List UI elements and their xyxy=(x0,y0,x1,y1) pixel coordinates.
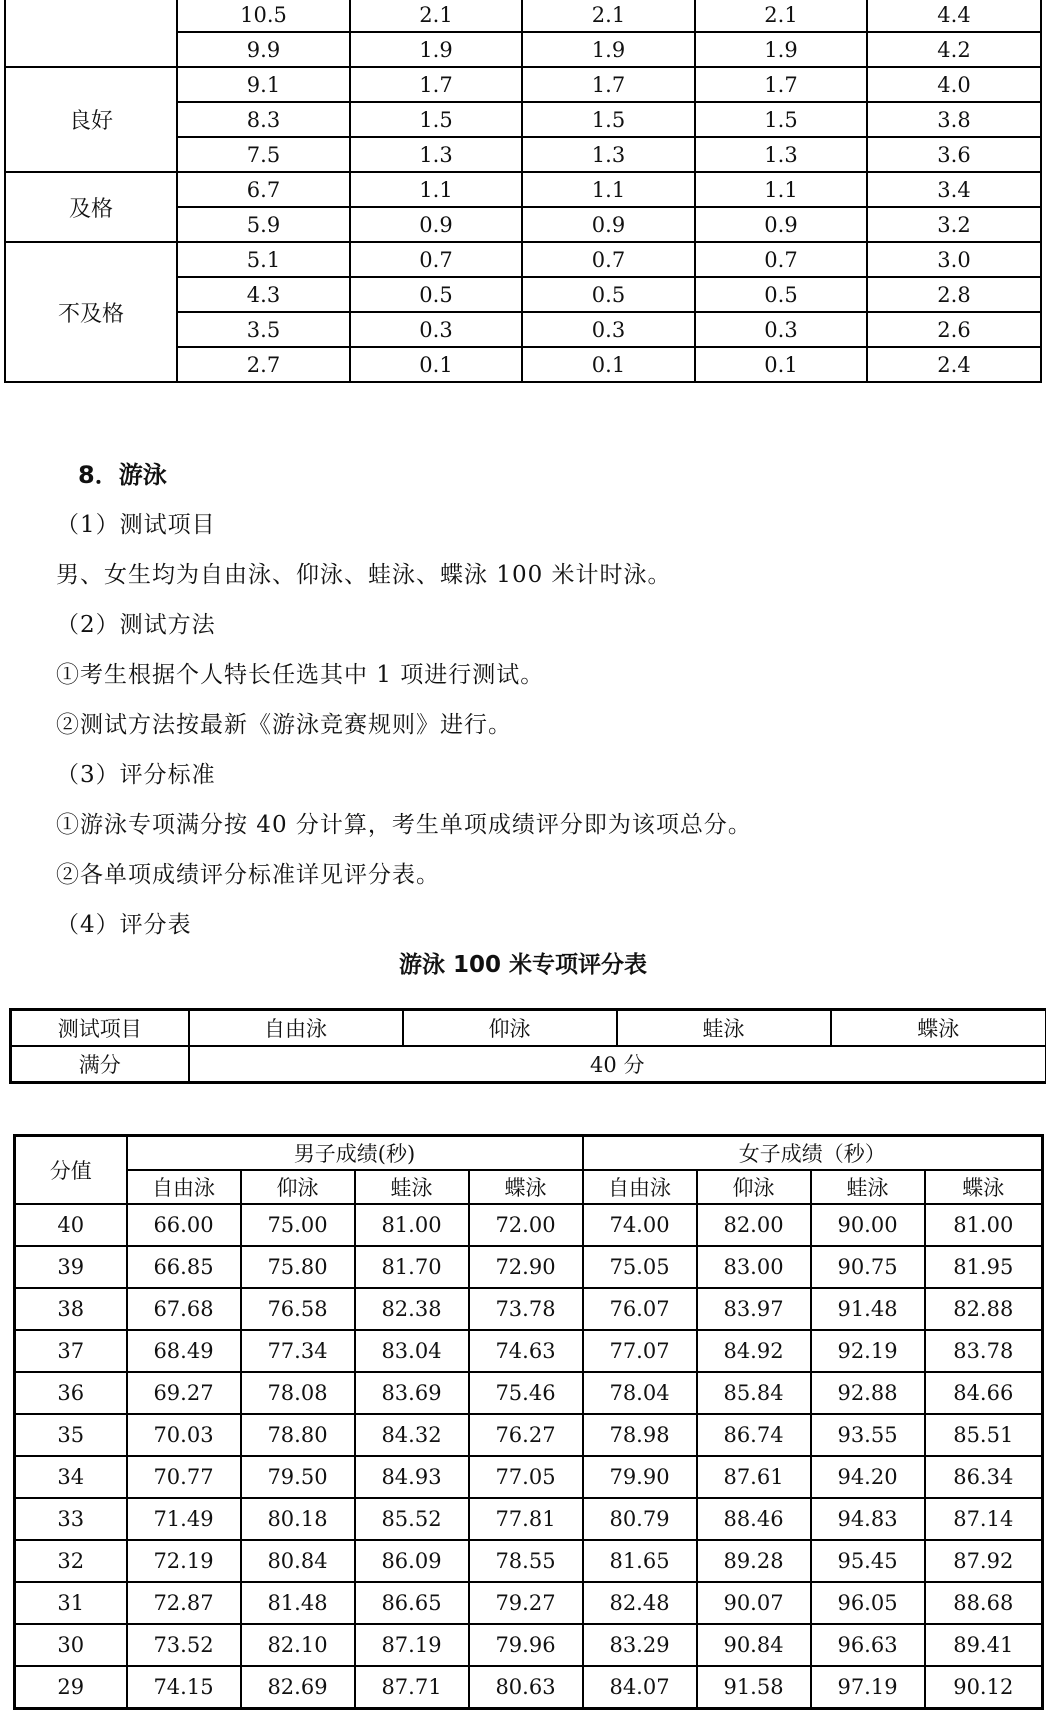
value-cell: 9.1 xyxy=(177,67,350,102)
time-cell: 94.20 xyxy=(811,1456,925,1498)
value-cell: 3.6 xyxy=(867,137,1041,172)
value-cell: 1.7 xyxy=(695,67,867,102)
paragraph: （1）测试项目 xyxy=(56,506,216,539)
stroke-cell: 蛙泳 xyxy=(617,1010,831,1047)
time-cell: 82.38 xyxy=(355,1288,469,1330)
paragraph: ①游泳专项满分按 40 分计算，考生单项成绩评分即为该项总分。 xyxy=(56,806,752,839)
time-cell: 87.14 xyxy=(925,1498,1043,1540)
stroke-header: 蝶泳 xyxy=(469,1170,583,1204)
value-cell: 0.1 xyxy=(522,347,695,382)
value-cell: 1.5 xyxy=(350,102,522,137)
paragraph: ①考生根据个人特长任选其中 1 项进行测试。 xyxy=(56,656,544,689)
table-row xyxy=(15,1540,1043,1582)
value-cell: 2.1 xyxy=(695,0,867,32)
table-row xyxy=(15,1582,1043,1624)
value-cell: 0.9 xyxy=(350,207,522,242)
score-cell: 39 xyxy=(15,1246,127,1288)
score-cell: 40 xyxy=(15,1204,127,1246)
value-cell: 0.9 xyxy=(695,207,867,242)
time-cell: 72.19 xyxy=(127,1540,241,1582)
time-cell: 83.00 xyxy=(697,1246,811,1288)
value-cell: 2.8 xyxy=(867,277,1041,312)
time-cell: 90.00 xyxy=(811,1204,925,1246)
table-row xyxy=(15,1204,1043,1246)
female-header: 女子成绩（秒） xyxy=(583,1136,1043,1171)
value-cell: 1.3 xyxy=(695,137,867,172)
paragraph: ②各单项成绩评分标准详见评分表。 xyxy=(56,856,440,889)
value-cell: 4.0 xyxy=(867,67,1041,102)
test-items-label: 测试项目 xyxy=(11,1010,189,1047)
time-cell: 67.68 xyxy=(127,1288,241,1330)
time-cell: 66.85 xyxy=(127,1246,241,1288)
time-cell: 81.70 xyxy=(355,1246,469,1288)
time-cell: 73.78 xyxy=(469,1288,583,1330)
value-cell: 3.4 xyxy=(867,172,1041,207)
time-cell: 84.66 xyxy=(925,1372,1043,1414)
stroke-cell: 仰泳 xyxy=(403,1010,617,1047)
score-cell: 29 xyxy=(15,1666,127,1709)
stroke-header-row xyxy=(15,1170,1043,1204)
value-cell: 1.9 xyxy=(695,32,867,67)
table-row xyxy=(15,1498,1043,1540)
test-items-row xyxy=(11,1010,1046,1047)
time-cell: 77.05 xyxy=(469,1456,583,1498)
stroke-cell: 自由泳 xyxy=(189,1010,403,1047)
time-cell: 90.07 xyxy=(697,1582,811,1624)
value-cell: 6.7 xyxy=(177,172,350,207)
value-cell: 0.3 xyxy=(522,312,695,347)
time-cell: 88.46 xyxy=(697,1498,811,1540)
score-cell: 33 xyxy=(15,1498,127,1540)
time-cell: 75.00 xyxy=(241,1204,355,1246)
value-cell: 0.7 xyxy=(350,242,522,277)
swimming-score-table xyxy=(13,1134,1044,1710)
time-cell: 89.28 xyxy=(697,1540,811,1582)
time-cell: 75.80 xyxy=(241,1246,355,1288)
stroke-header: 蝶泳 xyxy=(925,1170,1043,1204)
time-cell: 82.88 xyxy=(925,1288,1043,1330)
time-cell: 86.09 xyxy=(355,1540,469,1582)
section-heading: 8．游泳 xyxy=(78,455,167,490)
time-cell: 82.48 xyxy=(583,1582,697,1624)
time-cell: 79.50 xyxy=(241,1456,355,1498)
time-cell: 95.45 xyxy=(811,1540,925,1582)
value-cell: 1.7 xyxy=(522,67,695,102)
time-cell: 66.00 xyxy=(127,1204,241,1246)
score-cell: 37 xyxy=(15,1330,127,1372)
grade-table-continuation xyxy=(4,0,1042,383)
time-cell: 72.00 xyxy=(469,1204,583,1246)
time-cell: 85.52 xyxy=(355,1498,469,1540)
time-cell: 73.52 xyxy=(127,1624,241,1666)
value-cell: 0.9 xyxy=(522,207,695,242)
time-cell: 81.65 xyxy=(583,1540,697,1582)
stroke-header: 自由泳 xyxy=(127,1170,241,1204)
time-cell: 85.84 xyxy=(697,1372,811,1414)
time-cell: 92.88 xyxy=(811,1372,925,1414)
time-cell: 82.69 xyxy=(241,1666,355,1709)
level-cell: 及格 xyxy=(5,172,177,242)
value-cell: 5.1 xyxy=(177,242,350,277)
score-table-header xyxy=(15,1136,1043,1205)
time-cell: 78.08 xyxy=(241,1372,355,1414)
time-cell: 75.46 xyxy=(469,1372,583,1414)
time-cell: 79.96 xyxy=(469,1624,583,1666)
grade-table-body xyxy=(5,0,1041,382)
header-row xyxy=(15,1136,1043,1171)
paragraph: 男、女生均为自由泳、仰泳、蛙泳、蝶泳 100 米计时泳。 xyxy=(56,556,672,589)
paragraph: ②测试方法按最新《游泳竞赛规则》进行。 xyxy=(56,706,512,739)
time-cell: 80.18 xyxy=(241,1498,355,1540)
time-cell: 77.81 xyxy=(469,1498,583,1540)
score-table-body xyxy=(15,1204,1043,1709)
value-cell: 0.5 xyxy=(522,277,695,312)
stroke-header: 自由泳 xyxy=(583,1170,697,1204)
table-title: 游泳 100 米专项评分表 xyxy=(0,946,1046,979)
stroke-header: 仰泳 xyxy=(241,1170,355,1204)
value-cell: 1.5 xyxy=(522,102,695,137)
value-cell: 3.0 xyxy=(867,242,1041,277)
time-cell: 84.93 xyxy=(355,1456,469,1498)
male-header: 男子成绩(秒) xyxy=(127,1136,583,1171)
time-cell: 90.12 xyxy=(925,1666,1043,1709)
time-cell: 84.32 xyxy=(355,1414,469,1456)
full-score-label: 满分 xyxy=(11,1046,189,1083)
time-cell: 91.58 xyxy=(697,1666,811,1709)
time-cell: 81.95 xyxy=(925,1246,1043,1288)
table-row xyxy=(15,1666,1043,1709)
value-cell: 7.5 xyxy=(177,137,350,172)
table-row xyxy=(15,1624,1043,1666)
table-row xyxy=(15,1246,1043,1288)
value-cell: 0.3 xyxy=(350,312,522,347)
value-cell: 1.1 xyxy=(350,172,522,207)
score-cell: 32 xyxy=(15,1540,127,1582)
table-row xyxy=(15,1372,1043,1414)
full-score-row xyxy=(11,1046,1046,1083)
value-cell: 0.1 xyxy=(695,347,867,382)
table-row xyxy=(5,67,1041,102)
level-cell xyxy=(5,0,177,67)
score-cell: 38 xyxy=(15,1288,127,1330)
time-cell: 70.77 xyxy=(127,1456,241,1498)
time-cell: 76.58 xyxy=(241,1288,355,1330)
value-cell: 0.1 xyxy=(350,347,522,382)
time-cell: 83.29 xyxy=(583,1624,697,1666)
time-cell: 91.48 xyxy=(811,1288,925,1330)
value-cell: 0.7 xyxy=(695,242,867,277)
time-cell: 80.79 xyxy=(583,1498,697,1540)
table-row xyxy=(15,1456,1043,1498)
time-cell: 80.84 xyxy=(241,1540,355,1582)
level-cell: 不及格 xyxy=(5,242,177,382)
time-cell: 74.00 xyxy=(583,1204,697,1246)
score-header: 分值 xyxy=(15,1136,127,1205)
time-cell: 85.51 xyxy=(925,1414,1043,1456)
value-cell: 2.6 xyxy=(867,312,1041,347)
paragraph: （3）评分标准 xyxy=(56,756,216,789)
value-cell: 2.1 xyxy=(350,0,522,32)
time-cell: 87.61 xyxy=(697,1456,811,1498)
value-cell: 3.2 xyxy=(867,207,1041,242)
value-cell: 5.9 xyxy=(177,207,350,242)
stroke-header: 蛙泳 xyxy=(355,1170,469,1204)
time-cell: 78.55 xyxy=(469,1540,583,1582)
value-cell: 2.1 xyxy=(522,0,695,32)
time-cell: 87.19 xyxy=(355,1624,469,1666)
time-cell: 86.34 xyxy=(925,1456,1043,1498)
time-cell: 92.19 xyxy=(811,1330,925,1372)
value-cell: 1.5 xyxy=(695,102,867,137)
time-cell: 97.19 xyxy=(811,1666,925,1709)
time-cell: 80.63 xyxy=(469,1666,583,1709)
time-cell: 90.75 xyxy=(811,1246,925,1288)
time-cell: 74.15 xyxy=(127,1666,241,1709)
value-cell: 3.8 xyxy=(867,102,1041,137)
value-cell: 1.9 xyxy=(522,32,695,67)
table-row xyxy=(15,1288,1043,1330)
value-cell: 0.5 xyxy=(695,277,867,312)
time-cell: 82.00 xyxy=(697,1204,811,1246)
value-cell: 1.1 xyxy=(522,172,695,207)
table-row xyxy=(15,1414,1043,1456)
value-cell: 4.2 xyxy=(867,32,1041,67)
time-cell: 71.49 xyxy=(127,1498,241,1540)
time-cell: 84.92 xyxy=(697,1330,811,1372)
score-cell: 36 xyxy=(15,1372,127,1414)
level-cell: 良好 xyxy=(5,67,177,172)
time-cell: 86.74 xyxy=(697,1414,811,1456)
time-cell: 77.34 xyxy=(241,1330,355,1372)
time-cell: 81.00 xyxy=(355,1204,469,1246)
time-cell: 90.84 xyxy=(697,1624,811,1666)
value-cell: 1.1 xyxy=(695,172,867,207)
value-cell: 3.5 xyxy=(177,312,350,347)
time-cell: 69.27 xyxy=(127,1372,241,1414)
time-cell: 74.63 xyxy=(469,1330,583,1372)
time-cell: 87.71 xyxy=(355,1666,469,1709)
time-cell: 76.27 xyxy=(469,1414,583,1456)
time-cell: 75.05 xyxy=(583,1246,697,1288)
score-cell: 35 xyxy=(15,1414,127,1456)
full-score-table xyxy=(9,1008,1046,1084)
time-cell: 94.83 xyxy=(811,1498,925,1540)
time-cell: 77.07 xyxy=(583,1330,697,1372)
time-cell: 70.03 xyxy=(127,1414,241,1456)
time-cell: 89.41 xyxy=(925,1624,1043,1666)
stroke-header: 仰泳 xyxy=(697,1170,811,1204)
time-cell: 82.10 xyxy=(241,1624,355,1666)
value-cell: 1.9 xyxy=(350,32,522,67)
table-row xyxy=(5,242,1041,277)
time-cell: 88.68 xyxy=(925,1582,1043,1624)
time-cell: 72.87 xyxy=(127,1582,241,1624)
full-score-value: 40 分 xyxy=(189,1046,1046,1083)
value-cell: 4.3 xyxy=(177,277,350,312)
score-cell: 31 xyxy=(15,1582,127,1624)
paragraph: （2）测试方法 xyxy=(56,606,216,639)
time-cell: 83.04 xyxy=(355,1330,469,1372)
value-cell: 10.5 xyxy=(177,0,350,32)
paragraph: （4）评分表 xyxy=(56,906,192,939)
time-cell: 81.48 xyxy=(241,1582,355,1624)
time-cell: 87.92 xyxy=(925,1540,1043,1582)
time-cell: 86.65 xyxy=(355,1582,469,1624)
time-cell: 78.04 xyxy=(583,1372,697,1414)
value-cell: 0.7 xyxy=(522,242,695,277)
value-cell: 4.4 xyxy=(867,0,1041,32)
value-cell: 1.7 xyxy=(350,67,522,102)
time-cell: 68.49 xyxy=(127,1330,241,1372)
time-cell: 93.55 xyxy=(811,1414,925,1456)
time-cell: 79.27 xyxy=(469,1582,583,1624)
time-cell: 96.63 xyxy=(811,1624,925,1666)
value-cell: 0.3 xyxy=(695,312,867,347)
time-cell: 76.07 xyxy=(583,1288,697,1330)
time-cell: 83.97 xyxy=(697,1288,811,1330)
value-cell: 2.7 xyxy=(177,347,350,382)
value-cell: 0.5 xyxy=(350,277,522,312)
table-row xyxy=(5,0,1041,32)
time-cell: 79.90 xyxy=(583,1456,697,1498)
time-cell: 72.90 xyxy=(469,1246,583,1288)
value-cell: 2.4 xyxy=(867,347,1041,382)
value-cell: 9.9 xyxy=(177,32,350,67)
time-cell: 96.05 xyxy=(811,1582,925,1624)
time-cell: 78.98 xyxy=(583,1414,697,1456)
score-cell: 34 xyxy=(15,1456,127,1498)
time-cell: 81.00 xyxy=(925,1204,1043,1246)
stroke-header: 蛙泳 xyxy=(811,1170,925,1204)
table-row xyxy=(5,172,1041,207)
stroke-cell: 蝶泳 xyxy=(831,1010,1046,1047)
value-cell: 1.3 xyxy=(522,137,695,172)
score-cell: 30 xyxy=(15,1624,127,1666)
time-cell: 83.78 xyxy=(925,1330,1043,1372)
time-cell: 84.07 xyxy=(583,1666,697,1709)
time-cell: 78.80 xyxy=(241,1414,355,1456)
time-cell: 83.69 xyxy=(355,1372,469,1414)
table-row xyxy=(15,1330,1043,1372)
value-cell: 8.3 xyxy=(177,102,350,137)
value-cell: 1.3 xyxy=(350,137,522,172)
